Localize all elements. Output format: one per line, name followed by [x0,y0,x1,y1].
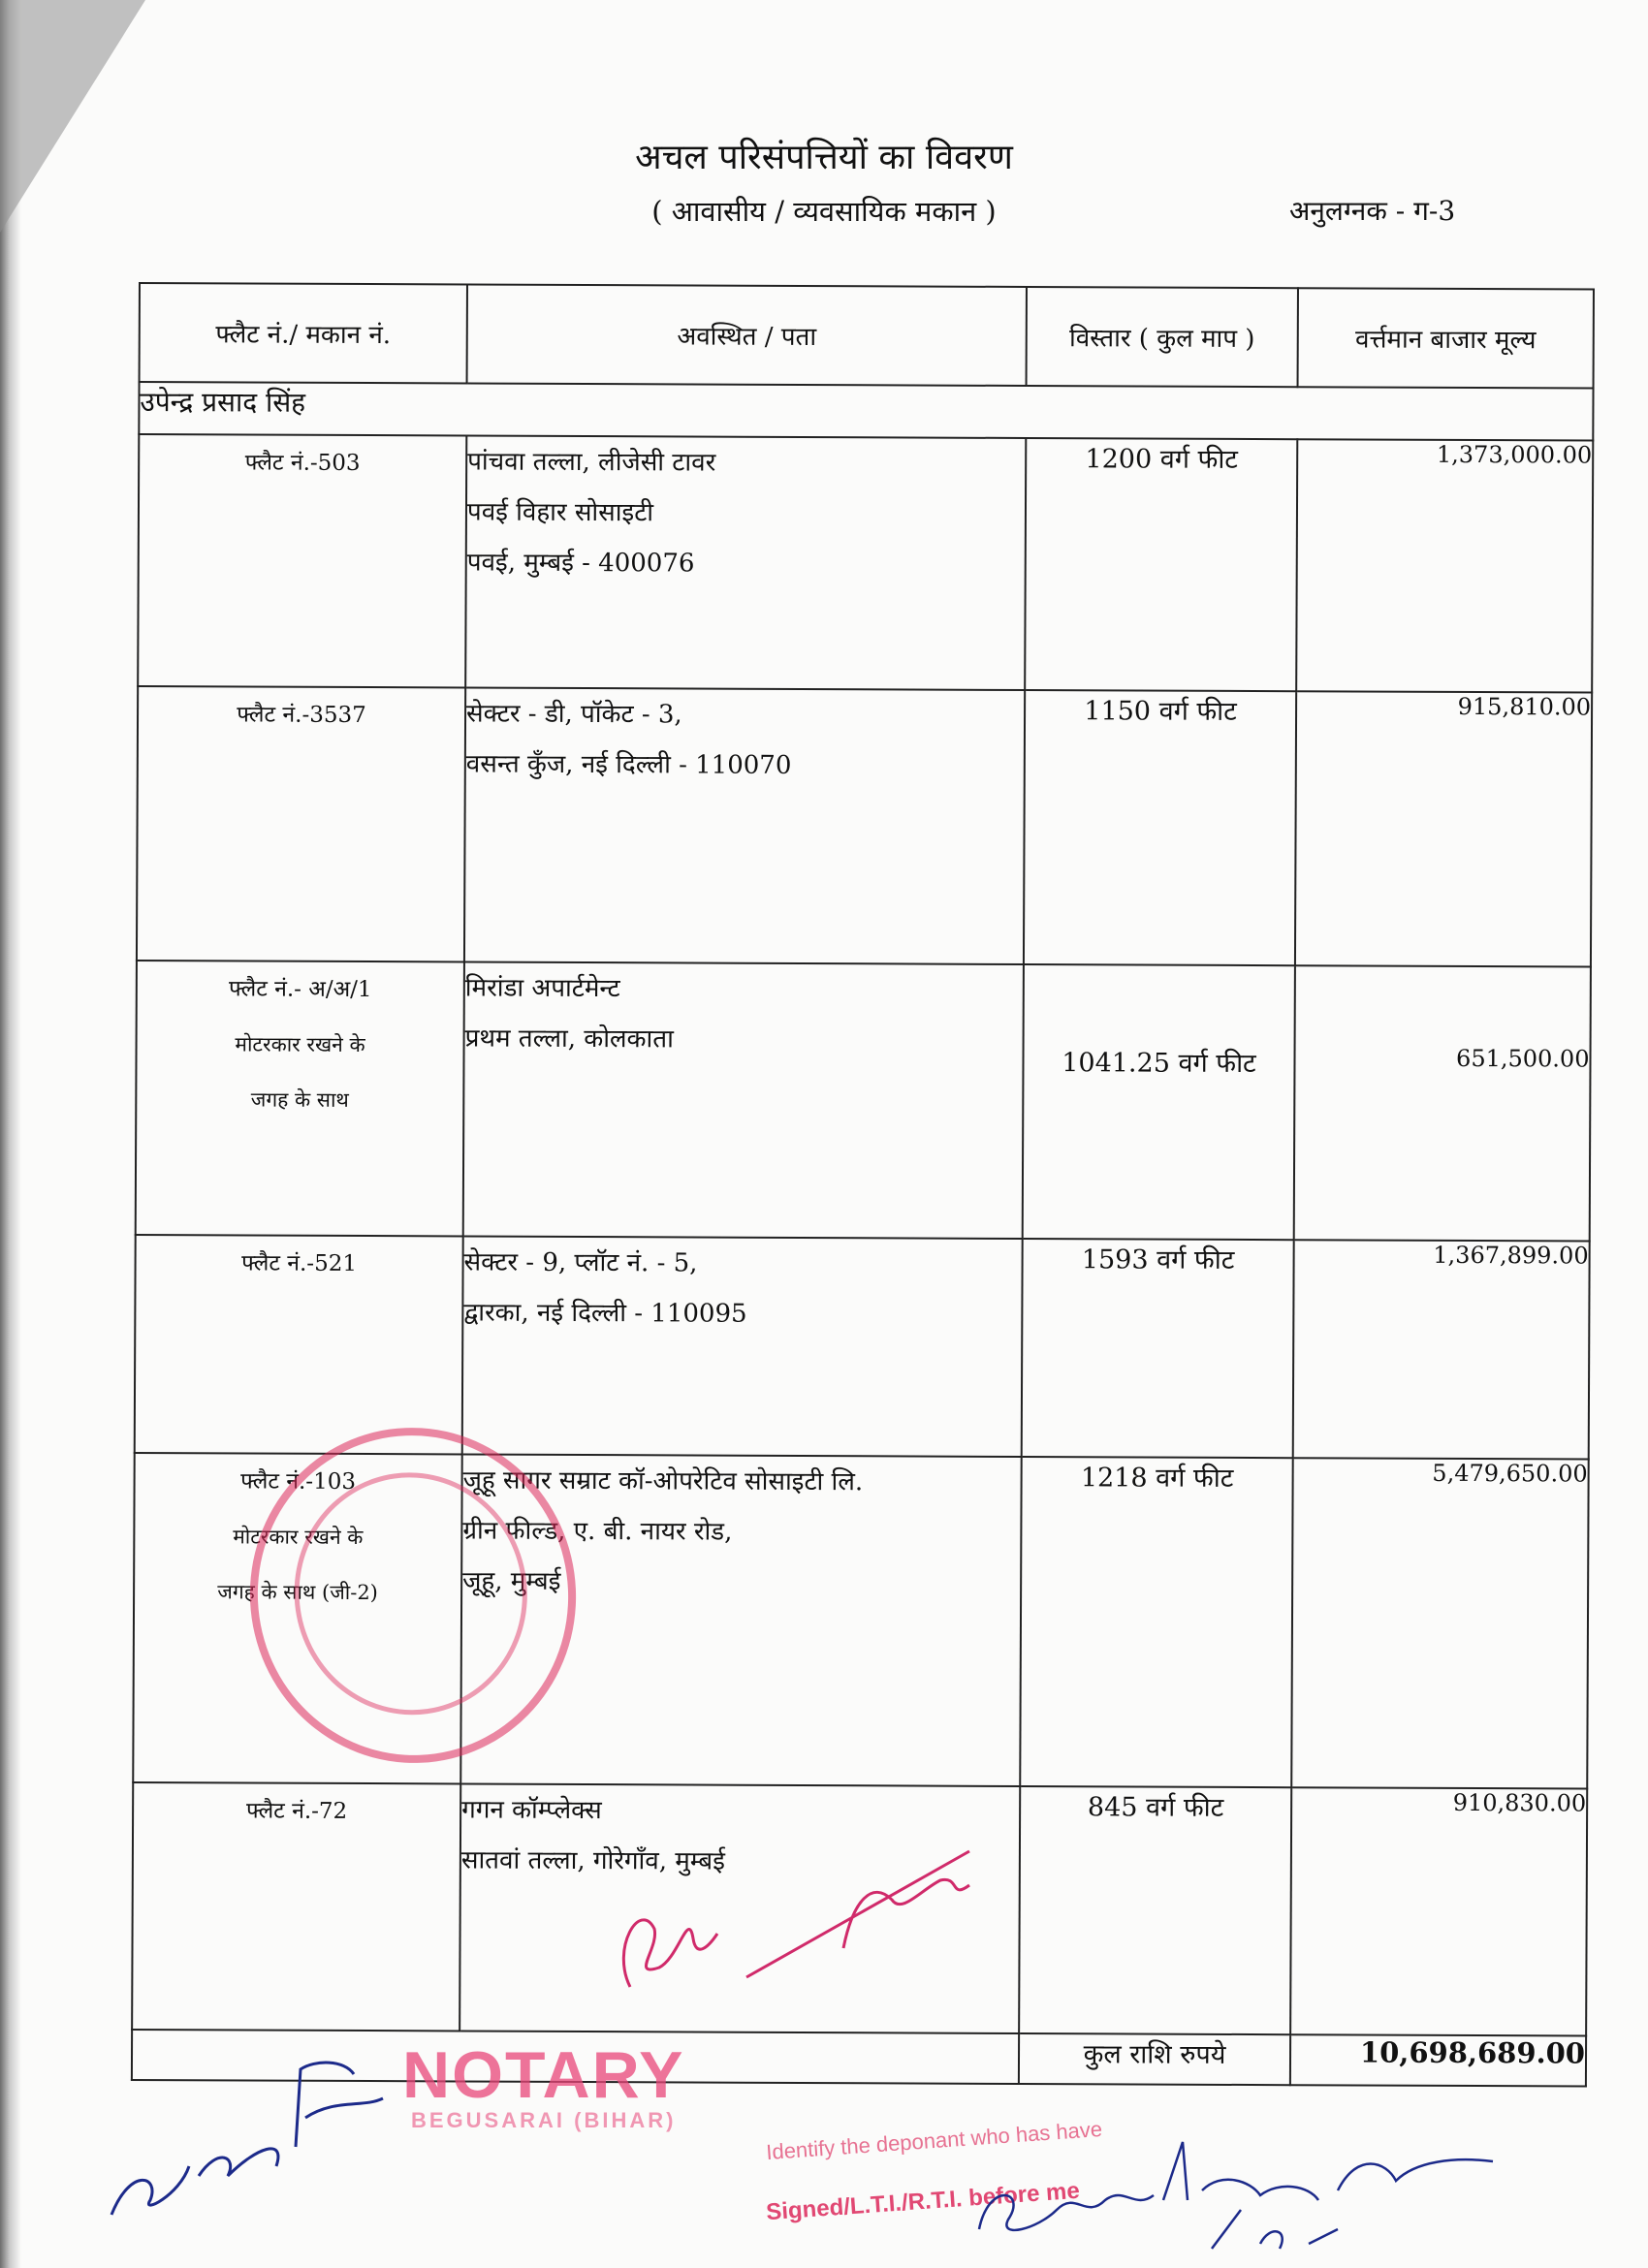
flat-number: फ्लैट नं.- अ/अ/1 [228,976,372,1003]
advocate-signature [969,2103,1512,2258]
table-row [136,961,1591,1242]
area-cell: 1150 वर्ग फीट [1024,690,1296,965]
address-line: पवई विहार सोसाइटी [466,497,654,528]
area-cell: 1041.25 वर्ग फीट [1023,964,1295,1240]
signature-stroke [979,2142,1493,2249]
address-cell [462,1236,1023,1457]
address-line: पांचवा तल्ला, लीजेसी टावर [467,447,716,478]
total-label: कुल राशि रुपये [1019,2033,1290,2085]
value-cell: 5,479,650.00 [1291,1458,1588,1788]
scan-edge-shadow [0,0,21,2268]
area-cell: 1593 वर्ग फीट [1022,1239,1294,1458]
table-row [137,686,1592,967]
address-line: सेक्टर - 9, प्लॉट नं. - 5, [463,1247,698,1278]
flat-number: फ्लैट नं.-72 [245,1798,348,1824]
address-line: सातवां तल्ला, गोरेगाँव, मुम्बई [460,1845,725,1876]
value-cell: 915,810.00 [1295,691,1592,966]
table-row [138,434,1593,693]
address-line: सेक्टर - डी, पॉकेट - 3, [465,699,682,730]
address-line: जूहू सागर सम्राट कॉ-ओपरेटिव सोसाइटी लि. [462,1465,864,1497]
notary-stamp: NOTARY [402,2038,685,2112]
value-cell: 1,373,000.00 [1296,439,1593,692]
header-market-value: वर्त्तमान बाजार मूल्य [1298,288,1594,388]
value-cell: 910,830.00 [1290,1787,1587,2035]
signed-stamp-text: Signed/L.T.I./R.T.I. before me [765,2177,1081,2226]
annex-label: अनुलग्नक - ग-3 [1289,195,1456,227]
deponent-signature [92,2031,422,2244]
flat-number-cell [136,961,464,1236]
address-line: द्वारका, नई दिल्ली - 110095 [463,1298,747,1329]
identify-stamp-text: Identify the deponant who has have [765,2116,1103,2165]
address-line: प्रथम तल्ला, कोलकाता [464,1024,674,1055]
flat-number: फ्लैट नं.-3537 [237,702,366,729]
flat-number-cell [135,1235,463,1454]
header-area: विस्तार ( कुल माप ) [1027,287,1298,387]
address-line: वसन्त कुँज, नई दिल्ली - 110070 [465,749,792,780]
flat-note: मोटरकार रखने के [233,1525,364,1550]
flat-number-cell [137,686,465,961]
folded-corner [0,0,145,233]
address-cell [465,435,1026,690]
immovable-assets-table [131,282,1595,2088]
signature-stroke [111,2063,383,2215]
table-row [135,1235,1590,1460]
flat-number-cell [132,1782,460,2031]
area-cell: 1200 वर्ग फीट [1025,438,1297,691]
address-line: ग्रीन फील्ड, ए. बी. नायर रोड, [462,1516,733,1547]
flat-number: फ्लैट नं.-503 [244,450,361,476]
total-value: 10,698,689.00 [1290,2034,1586,2086]
flat-number-cell [138,434,466,687]
document-subtitle: ( आवासीय / व्यवसायिक मकान ) [651,195,997,228]
flat-number: फ्लैट नं.-103 [240,1468,357,1495]
flat-number: फ्लैट नं.-521 [241,1250,358,1276]
address-cell [463,961,1024,1239]
signature-stroke [623,1851,969,1987]
owner-row [139,382,1593,441]
address-cell [464,687,1025,964]
flat-note: जगह के साथ (जी-2) [217,1580,378,1605]
value-cell: 1,367,899.00 [1293,1240,1590,1459]
document-title: अचल परिसंपत्तियों का विवरण [635,138,1013,177]
value-cell: 651,500.00 [1294,965,1591,1241]
address-line: जूहू, मुम्बई [462,1566,561,1596]
address-line: पवई, मुम्बई - 400076 [466,548,695,579]
flat-note: जगह के साथ [250,1087,349,1112]
notary-stamp-place: BEGUSARAI (BIHAR) [411,2108,677,2132]
address-line: मिरांडा अपार्टमेन्ट [464,973,620,1004]
flat-note: मोटरकार रखने के [235,1032,365,1057]
header-flat-no: फ्लैट नं./ मकान नं. [140,283,467,383]
owner-name: उपेन्द्र प्रसाद सिंह [139,382,1593,441]
table-header-row [140,283,1594,389]
area-cell: 845 वर्ग फीट [1019,1786,1291,2034]
notary-signature [601,1842,989,2035]
area-cell: 1218 वर्ग फीट [1020,1457,1292,1787]
header-address: अवस्थित / पता [467,284,1027,386]
address-line: गगन कॉम्प्लेक्स [461,1795,602,1826]
